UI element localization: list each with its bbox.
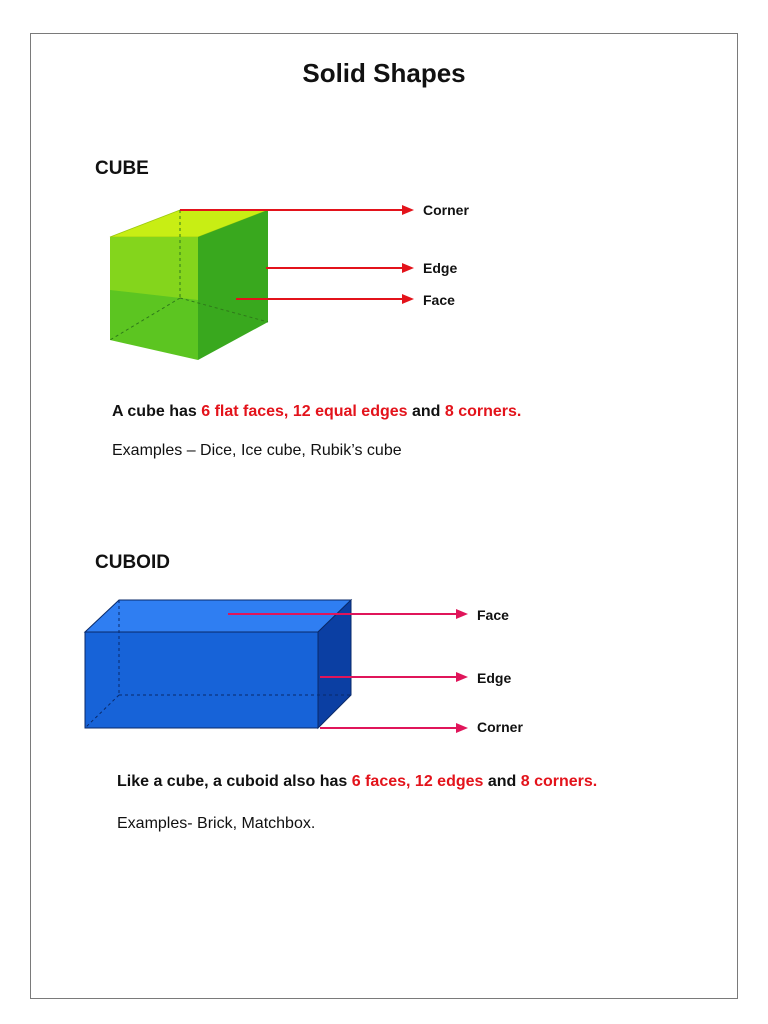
cuboid-corners-count: 8 corners.: [520, 773, 598, 790]
cube-description: [112, 403, 521, 421]
cuboid-heading: CUBOID: [95, 552, 170, 573]
cuboid-corner-label: Corner: [477, 719, 523, 735]
cube-edge-arrow: [266, 263, 414, 273]
cuboid-front-face: [85, 632, 318, 728]
cube-edge-label: Edge: [423, 260, 458, 276]
cuboid-examples: Examples- Brick, Matchbox.: [117, 815, 316, 832]
cube-edges-count: 12 equal edges: [292, 403, 408, 420]
cuboid-corner-arrow: [320, 723, 468, 733]
cuboid-face-label: Face: [477, 607, 509, 623]
cuboid-top-face: [85, 600, 351, 632]
cube-description-and: and: [407, 403, 445, 420]
cube-description-intro: A cube has: [112, 403, 202, 420]
cube-corner-label: Corner: [423, 202, 469, 218]
cube-corners-count: 8 corners.: [444, 403, 522, 420]
cube-heading: CUBE: [95, 158, 149, 179]
cuboid-faces-count: 6 faces,: [351, 773, 411, 790]
page-title: Solid Shapes: [302, 58, 466, 88]
cube-face-label: Face: [423, 292, 455, 308]
cuboid-description: [117, 773, 597, 791]
cuboid-edges-count: 12 edges: [414, 773, 484, 790]
cube-examples: Examples – Dice, Ice cube, Rubik’s cube: [112, 442, 402, 459]
cube-front-face-gradient: [110, 237, 198, 300]
cuboid-description-intro: Like a cube, a cuboid also has: [117, 773, 352, 790]
cuboid-edge-label: Edge: [477, 670, 512, 686]
cuboid-description-and: and: [483, 773, 521, 790]
cube-faces-count: 6 flat faces,: [201, 403, 289, 420]
